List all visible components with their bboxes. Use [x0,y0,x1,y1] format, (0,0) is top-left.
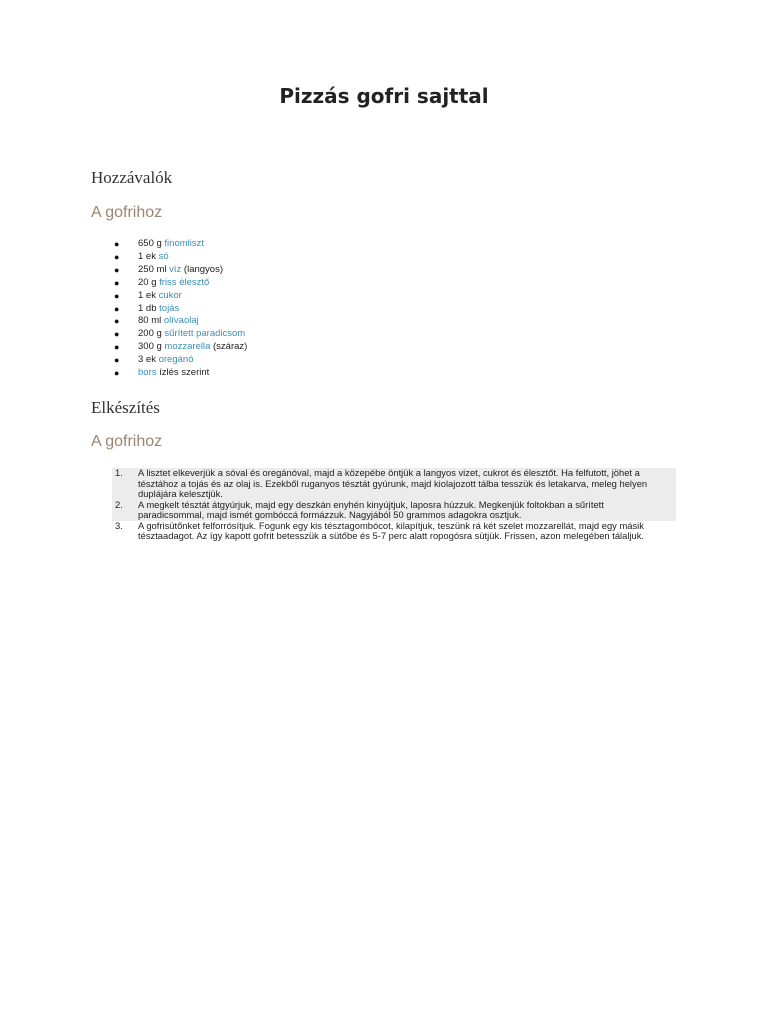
steps-list [112,468,676,542]
bullet-icon: ● [114,251,120,262]
step-number: 3. [115,519,123,531]
ingredient-link[interactable]: friss élesztő [159,276,210,288]
ingredient-link[interactable]: cukor [158,289,182,301]
bullet-icon: ● [114,368,120,379]
bullet-icon: ● [114,264,120,275]
list-item: ● 3 ek oregánó [114,354,194,366]
list-item: ● 300 g mozzarella (száraz) [114,341,248,353]
list-item: ● 20 g friss élesztő [114,276,210,288]
ingredient-link[interactable]: mozzarella [164,341,211,353]
ingredient-link[interactable]: só [158,250,169,262]
ingredients-heading: Hozzávalók [91,168,173,187]
step-text: A megkelt tésztát átgyúrjuk, majd egy deszkán enyhén kinyújtjuk, laposra húzzuk. Megkenjük foltokban a sűrített paradicsommal, majd ismét gombóccá formázzuk. Nagyjából 50 grammos adagokra osztjuk. [138,498,604,520]
step-text: A lisztet elkeverjük a sóval és oregánóval, majd a közepébe öntjük a langyos vizet, cukrot és élesztőt. Ha felfutott, jöhet a tésztához a tojás és az olaj is. Ezekből ruganyos tésztát gyúrunk, majd kiolajozott tálba tesszük és letakarva, meleg helyen duplájára kelesztjük. [138,467,648,499]
list-item: ● bors ízlés szerint [114,367,210,379]
ingredient-link[interactable]: bors [138,367,157,379]
ingredient-link[interactable]: oregánó [158,354,194,366]
list-item [112,521,676,542]
list-item: ● 200 g sűrített paradicsom [114,328,246,340]
ingredients-list [112,238,672,380]
ingredient-link[interactable]: olívaolaj [163,315,199,327]
ingredient-link[interactable]: tojás [159,302,180,314]
method-heading: Elkészítés [91,398,160,417]
step-number: 1. [115,467,123,478]
bullet-icon: ● [114,316,120,327]
bullet-icon: ● [114,329,120,340]
list-item [112,468,676,500]
bullet-icon: ● [114,342,120,353]
bullet-icon: ● [114,355,120,366]
method-subheading: A gofrihoz [91,433,163,450]
list-item: ● 650 g finomliszt [114,238,205,249]
ingredient-link[interactable]: víz [169,263,182,275]
bullet-icon: ● [114,290,120,301]
bullet-icon: ● [114,239,120,249]
list-item [112,500,676,521]
bullet-icon: ● [114,303,120,314]
list-item: ● 1 db tojás [114,302,180,314]
list-item: ● 1 ek só [114,250,169,262]
ingredient-link[interactable]: finomliszt [164,238,205,249]
list-item: ● 1 ek cukor [114,289,182,301]
step-text: A gofrisütőnket felforrósítjuk. Fogunk egy kis tésztagombócot, kilapítjuk, teszünk rá két szelet mozzarellát, majd egy másik tésztaadagot. Az így kapott gofrit betesszük a sütőbe és 5-7 perc alatt ropogósra sütjük. Frissen, azon melegében tálaljuk. [138,519,645,541]
list-item: ● 80 ml olívaolaj [114,315,199,327]
list-item: ● 250 ml víz (langyos) [114,263,224,275]
ingredients-subheading: A gofrihoz [91,204,163,221]
bullet-icon: ● [114,277,120,288]
page-title: Pizzás gofri sajttal [279,84,489,108]
step-number: 2. [115,498,123,510]
ingredient-link[interactable]: sűrített paradicsom [164,328,246,340]
